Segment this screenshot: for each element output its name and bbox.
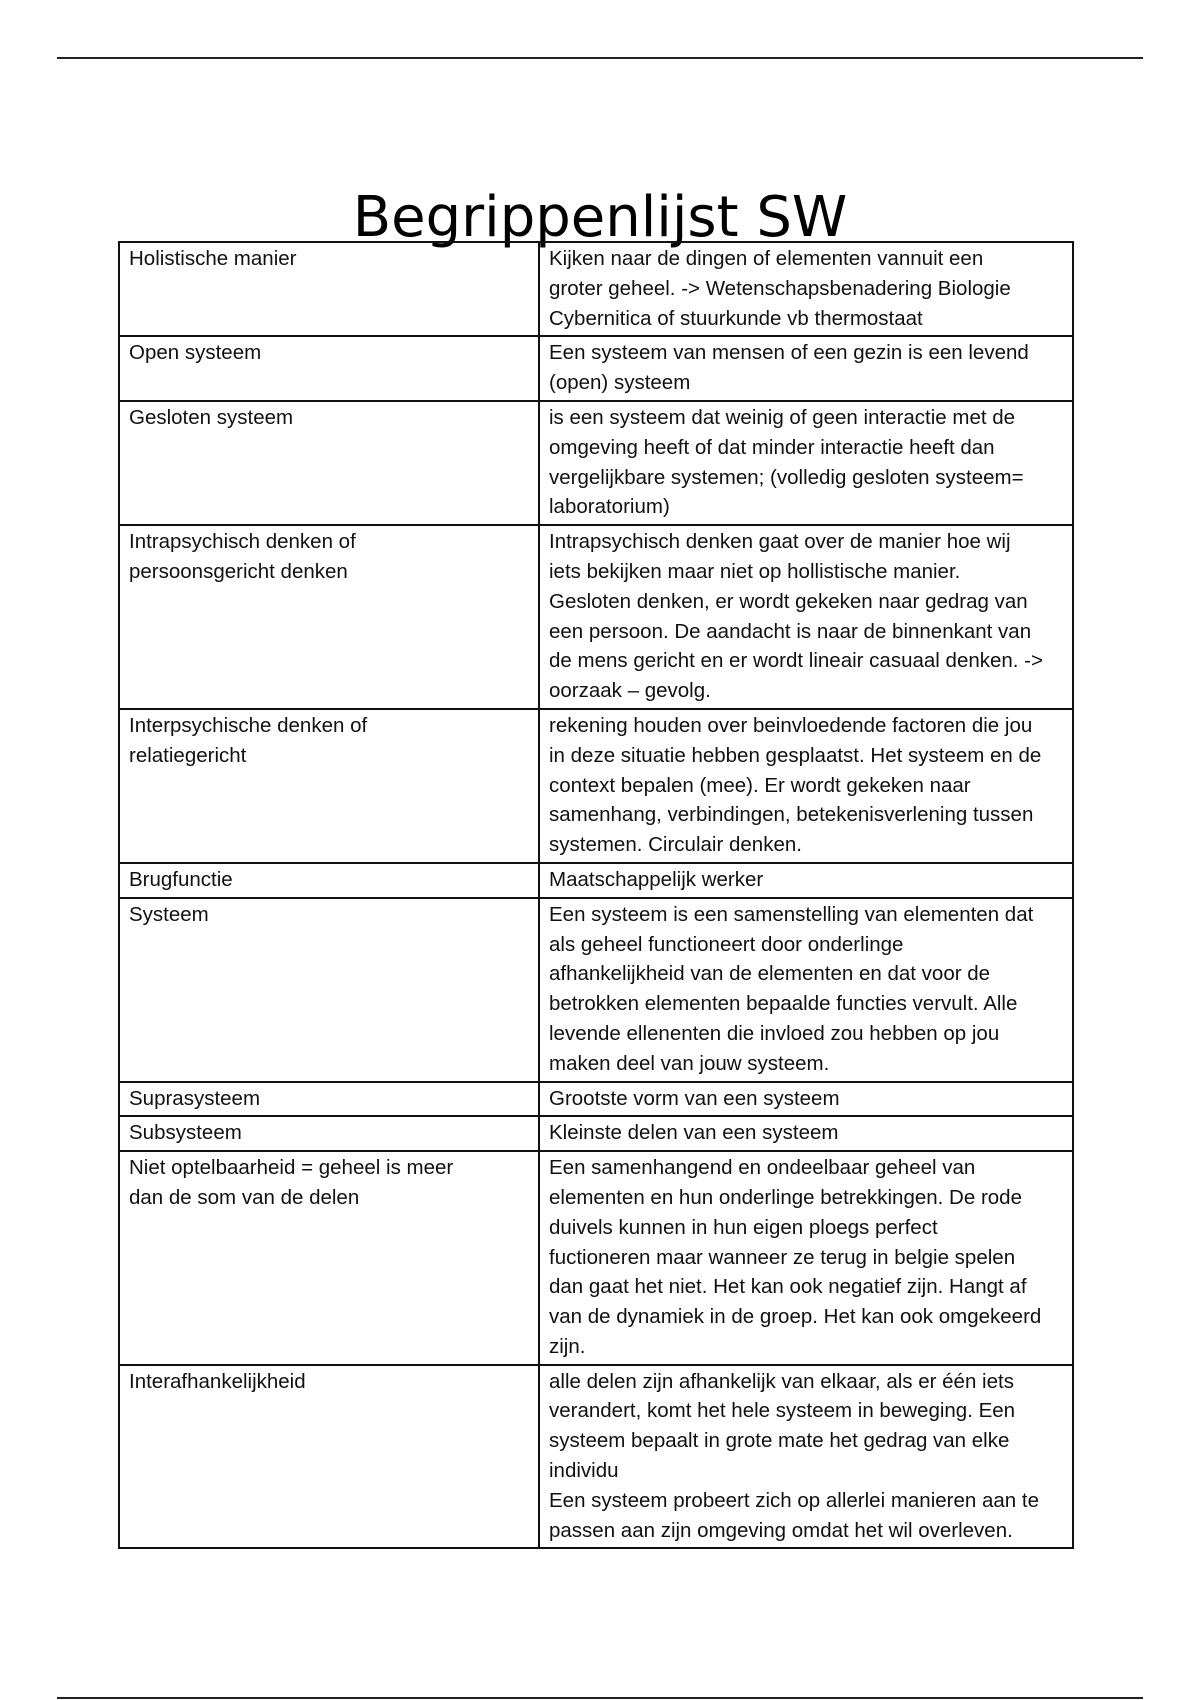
page-title: Begrippenlijst SW — [352, 184, 848, 250]
table-row — [119, 1365, 1073, 1549]
term-cell: Systeem — [119, 898, 539, 1082]
term-cell: Intrapsychisch denken of persoonsgericht denken — [119, 525, 539, 709]
definition-cell: Kijken naar de dingen of elementen vannuit een groter geheel. -> Wetenschapsbenadering Biologie Cybernitica of stuurkunde vb thermostaat — [539, 242, 1073, 336]
term-cell: Brugfunctie — [119, 863, 539, 898]
term-cell: Holistische manier — [119, 242, 539, 336]
footer-rule — [57, 1697, 1143, 1699]
glossary-table — [118, 241, 1074, 1549]
header-rule — [57, 57, 1143, 59]
definition-cell: Maatschappelijk werker — [539, 863, 1073, 898]
table-row — [119, 336, 1073, 401]
table-row — [119, 709, 1073, 863]
definition-cell: Een systeem is een samenstelling van elementen dat als geheel functioneert door onderlinge afhankelijkheid van de elementen en dat voor de betrokken elementen bepaalde functies vervult. Alle levende ellenenten die invloed zou hebben op jou maken deel van jouw systeem. — [539, 898, 1073, 1082]
table-row — [119, 525, 1073, 709]
term-cell: Subsysteem — [119, 1116, 539, 1151]
definition-cell: Een samenhangend en ondeelbaar geheel van elementen en hun onderlinge betrekkingen. De rode duivels kunnen in hun eigen ploegs perfect fuctioneren maar wanneer ze terug in belgie spelen dan gaat het niet. Het kan ook negatief zijn. Hangt af van de dynamiek in de groep. Het kan ook omgekeerd zijn. — [539, 1151, 1073, 1365]
term-cell: Open systeem — [119, 336, 539, 401]
table-row — [119, 863, 1073, 898]
table-row — [119, 1082, 1073, 1117]
definition-cell: Grootste vorm van een systeem — [539, 1082, 1073, 1117]
definition-cell: is een systeem dat weinig of geen interactie met de omgeving heeft of dat minder interactie heeft dan vergelijkbare systemen; (volledig gesloten systeem= laboratorium) — [539, 401, 1073, 525]
definition-cell: Intrapsychisch denken gaat over de manier hoe wij iets bekijken maar niet op hollistische manier. Gesloten denken, er wordt gekeken naar gedrag van een persoon. De aandacht is naar de binnenkant van de mens gericht en er wordt lineair casuaal denken. -> oorzaak – gevolg. — [539, 525, 1073, 709]
definition-cell: alle delen zijn afhankelijk van elkaar, als er één iets verandert, komt het hele systeem in beweging. Een systeem bepaalt in grote mate het gedrag van elke individu Een systeem probeert zich op allerlei manieren aan te passen aan zijn omgeving omdat het wil overleven. — [539, 1365, 1073, 1549]
definition-cell: Een systeem van mensen of een gezin is een levend (open) systeem — [539, 336, 1073, 401]
table-row — [119, 1151, 1073, 1365]
term-cell: Interafhankelijkheid — [119, 1365, 539, 1549]
definition-cell: rekening houden over beinvloedende factoren die jou in deze situatie hebben gesplaatst. Het systeem en de context bepalen (mee). Er wordt gekeken naar samenhang, verbindingen, betekenisverlening tussen systemen. Circulair denken. — [539, 709, 1073, 863]
term-cell: Gesloten systeem — [119, 401, 539, 525]
table-row — [119, 242, 1073, 336]
term-cell: Niet optelbaarheid = geheel is meer dan de som van de delen — [119, 1151, 539, 1365]
table-row — [119, 1116, 1073, 1151]
table-row — [119, 898, 1073, 1082]
table-row — [119, 401, 1073, 525]
definition-cell: Kleinste delen van een systeem — [539, 1116, 1073, 1151]
term-cell: Interpsychische denken of relatiegericht — [119, 709, 539, 863]
term-cell: Suprasysteem — [119, 1082, 539, 1117]
